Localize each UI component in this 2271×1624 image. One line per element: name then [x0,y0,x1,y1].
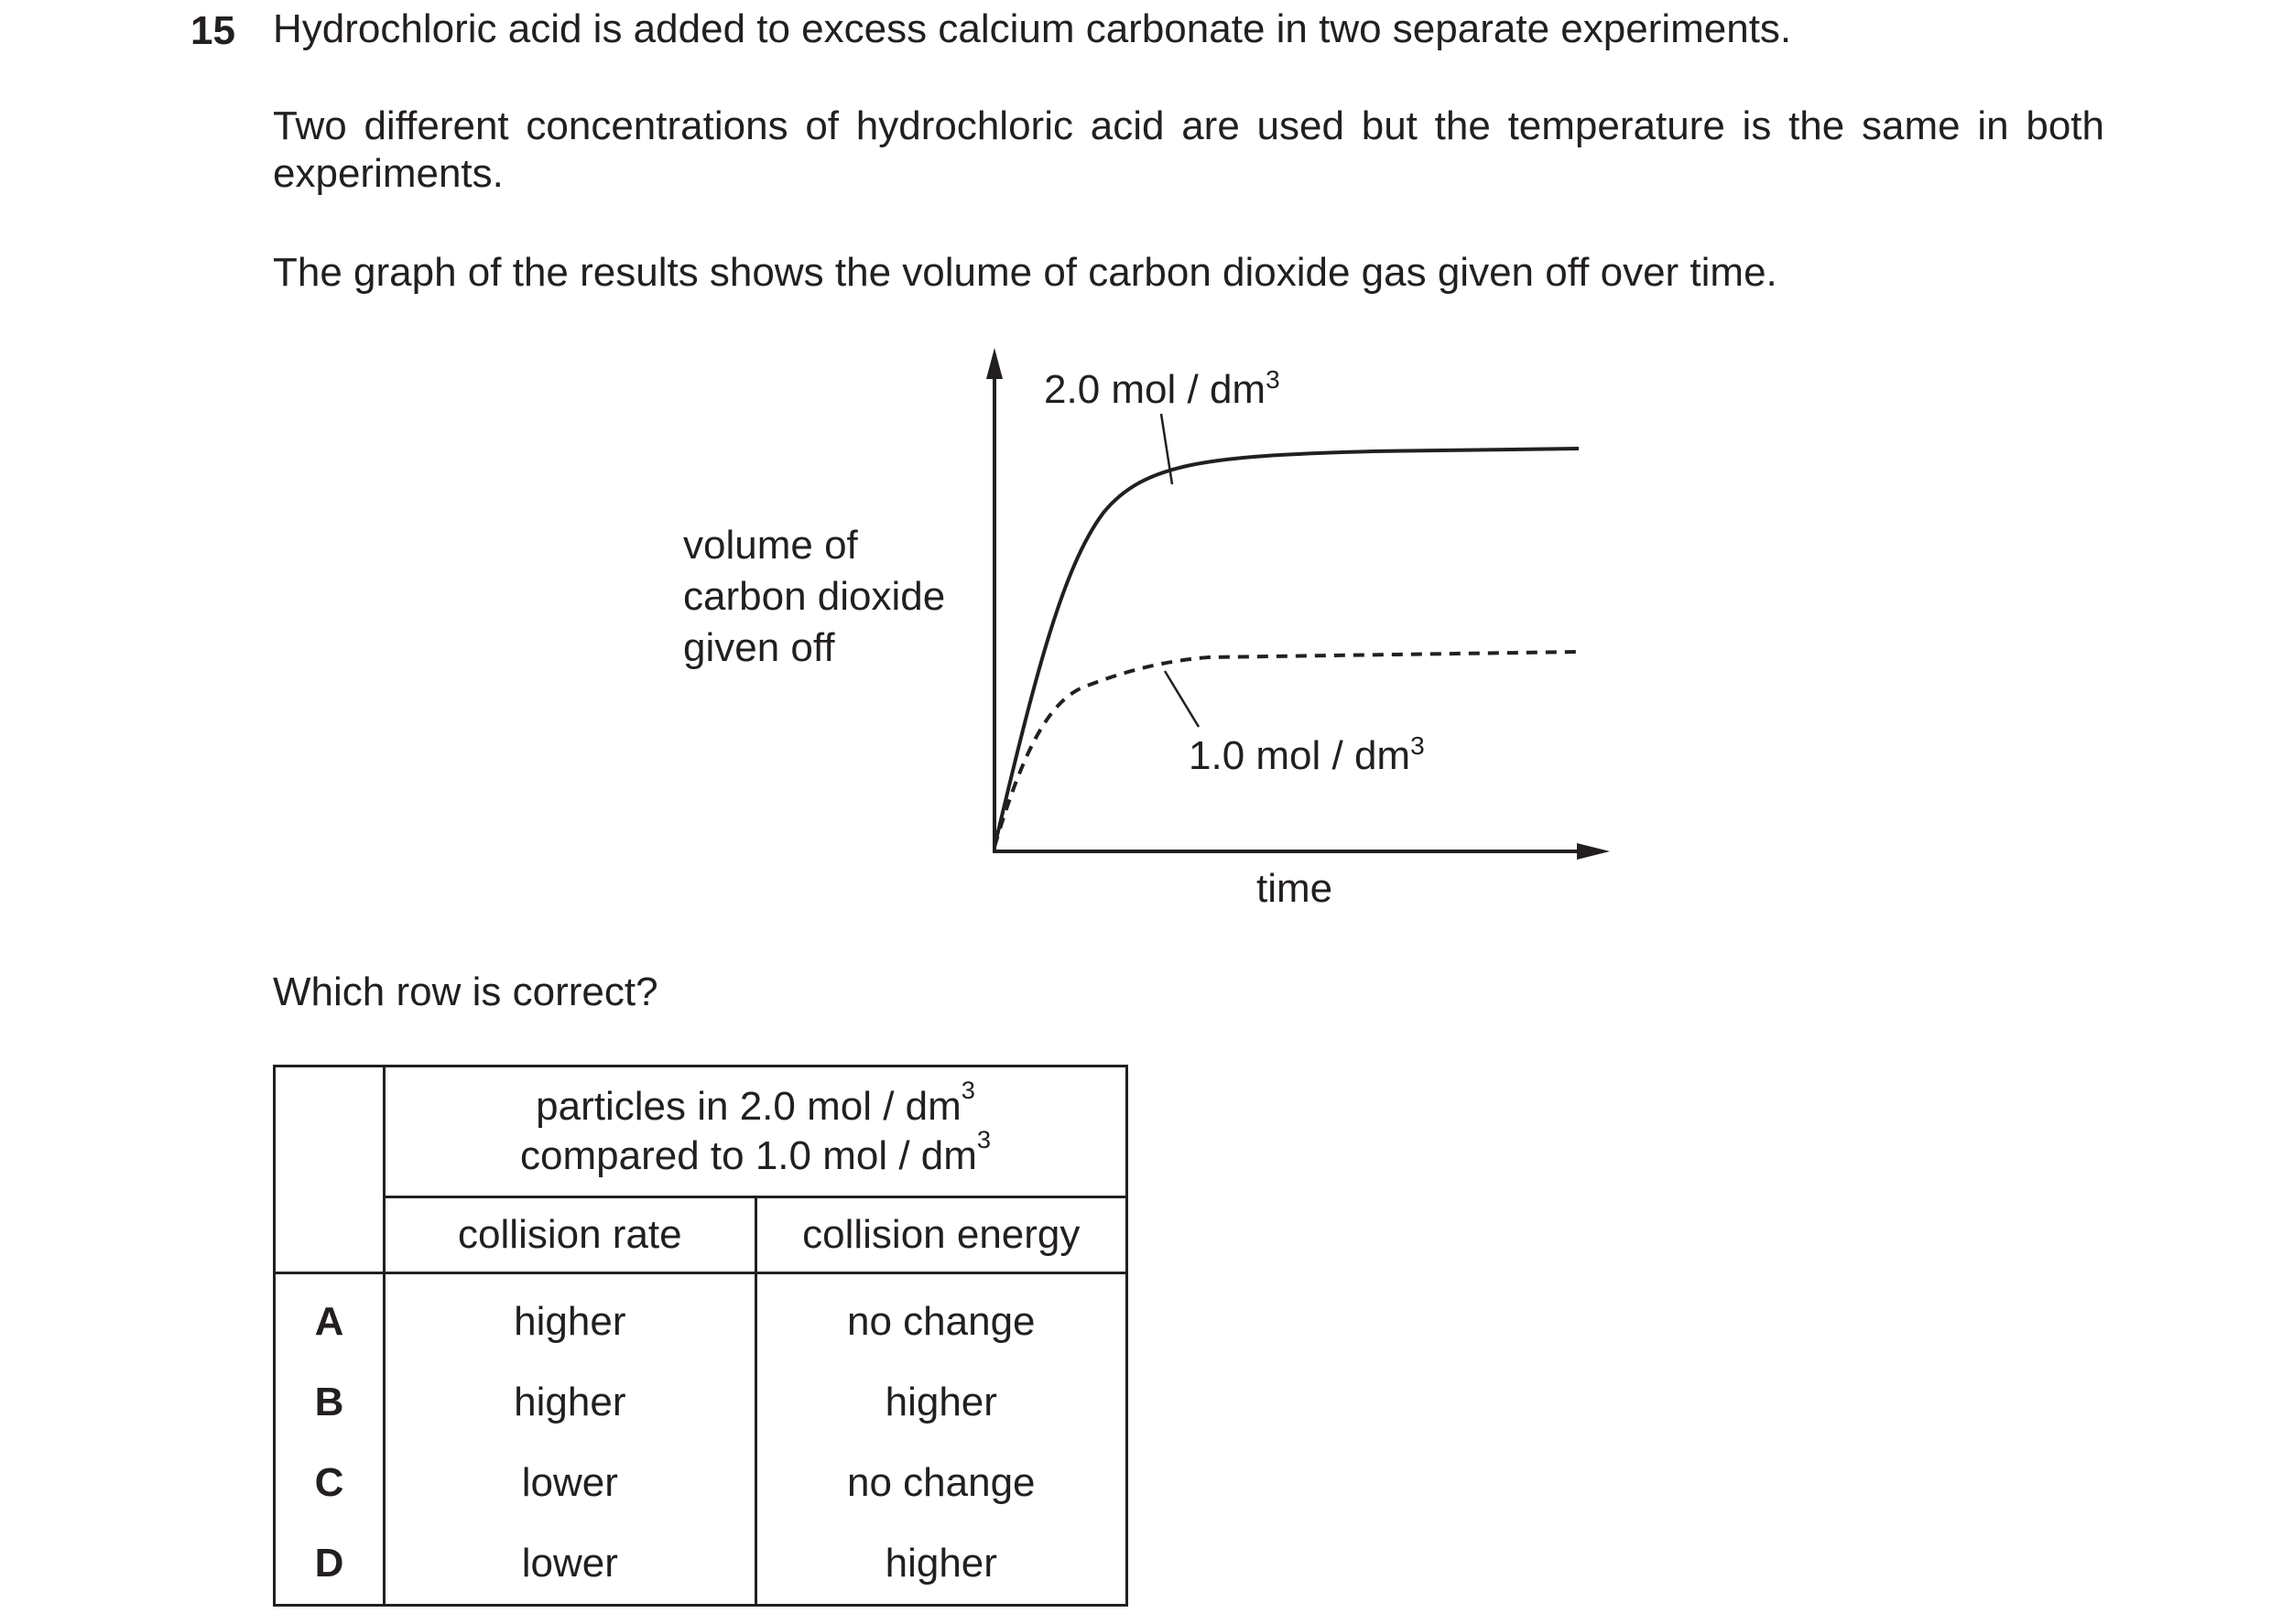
group-header-superscript-1: 3 [961,1075,975,1104]
curve-2-0-mol [994,449,1579,847]
group-header-line-1: particles in 2.0 mol / dm [536,1084,962,1129]
x-axis-label: time [1256,866,1333,911]
table-group-header [385,1066,1127,1197]
question-conditions: Two different concentrations of hydrochloric acid are used but the temperature is the same in both experiments. [273,103,2104,196]
group-header-line-2: compared to 1.0 mol / dm [520,1133,977,1178]
table-row[interactable] [275,1362,1127,1443]
row-letter: D [275,1523,385,1606]
curve-label-1-0: 1.0 mol / $dm^3$ [1189,731,1425,778]
row-rate: higher [385,1362,755,1443]
question-graph-description: The graph of the results shows the volume of carbon dioxide gas given off over time. [273,250,1777,295]
table-row[interactable] [275,1443,1127,1523]
table-header-group-row [275,1066,1127,1197]
row-rate: higher [385,1273,755,1363]
table-column-header-row [275,1197,1127,1273]
table-corner-cell [275,1066,385,1273]
row-rate: lower [385,1523,755,1606]
y-axis-arrowhead [986,348,1003,379]
curve-label-2-0: 2.0 mol / $dm^3$ [1044,365,1280,412]
group-header-superscript-2: 3 [976,1124,992,1153]
row-energy: higher [755,1362,1126,1443]
answer-table [273,1065,1128,1607]
row-letter: C [275,1443,385,1523]
row-letter: A [275,1273,385,1363]
question-prompt: Which row is correct? [273,969,658,1014]
row-rate: lower [385,1443,755,1523]
label-leader-1-0 [1165,671,1199,727]
row-energy: no change [755,1443,1126,1523]
y-axis-label: volume of carbon dioxide given off [683,523,946,670]
table-row[interactable] [275,1273,1127,1363]
row-energy: higher [755,1523,1126,1606]
column-header-collision-energy: collision energy [755,1197,1126,1273]
x-axis-arrowhead [1577,843,1610,860]
question-number: 15 [190,8,235,53]
table-row[interactable] [275,1523,1127,1606]
row-letter: B [275,1362,385,1443]
row-energy: no change [755,1273,1126,1363]
question-intro: Hydrochloric acid is added to excess calcium carbonate in two separate experiments. [273,6,1792,51]
column-header-collision-rate: collision rate [385,1197,755,1273]
